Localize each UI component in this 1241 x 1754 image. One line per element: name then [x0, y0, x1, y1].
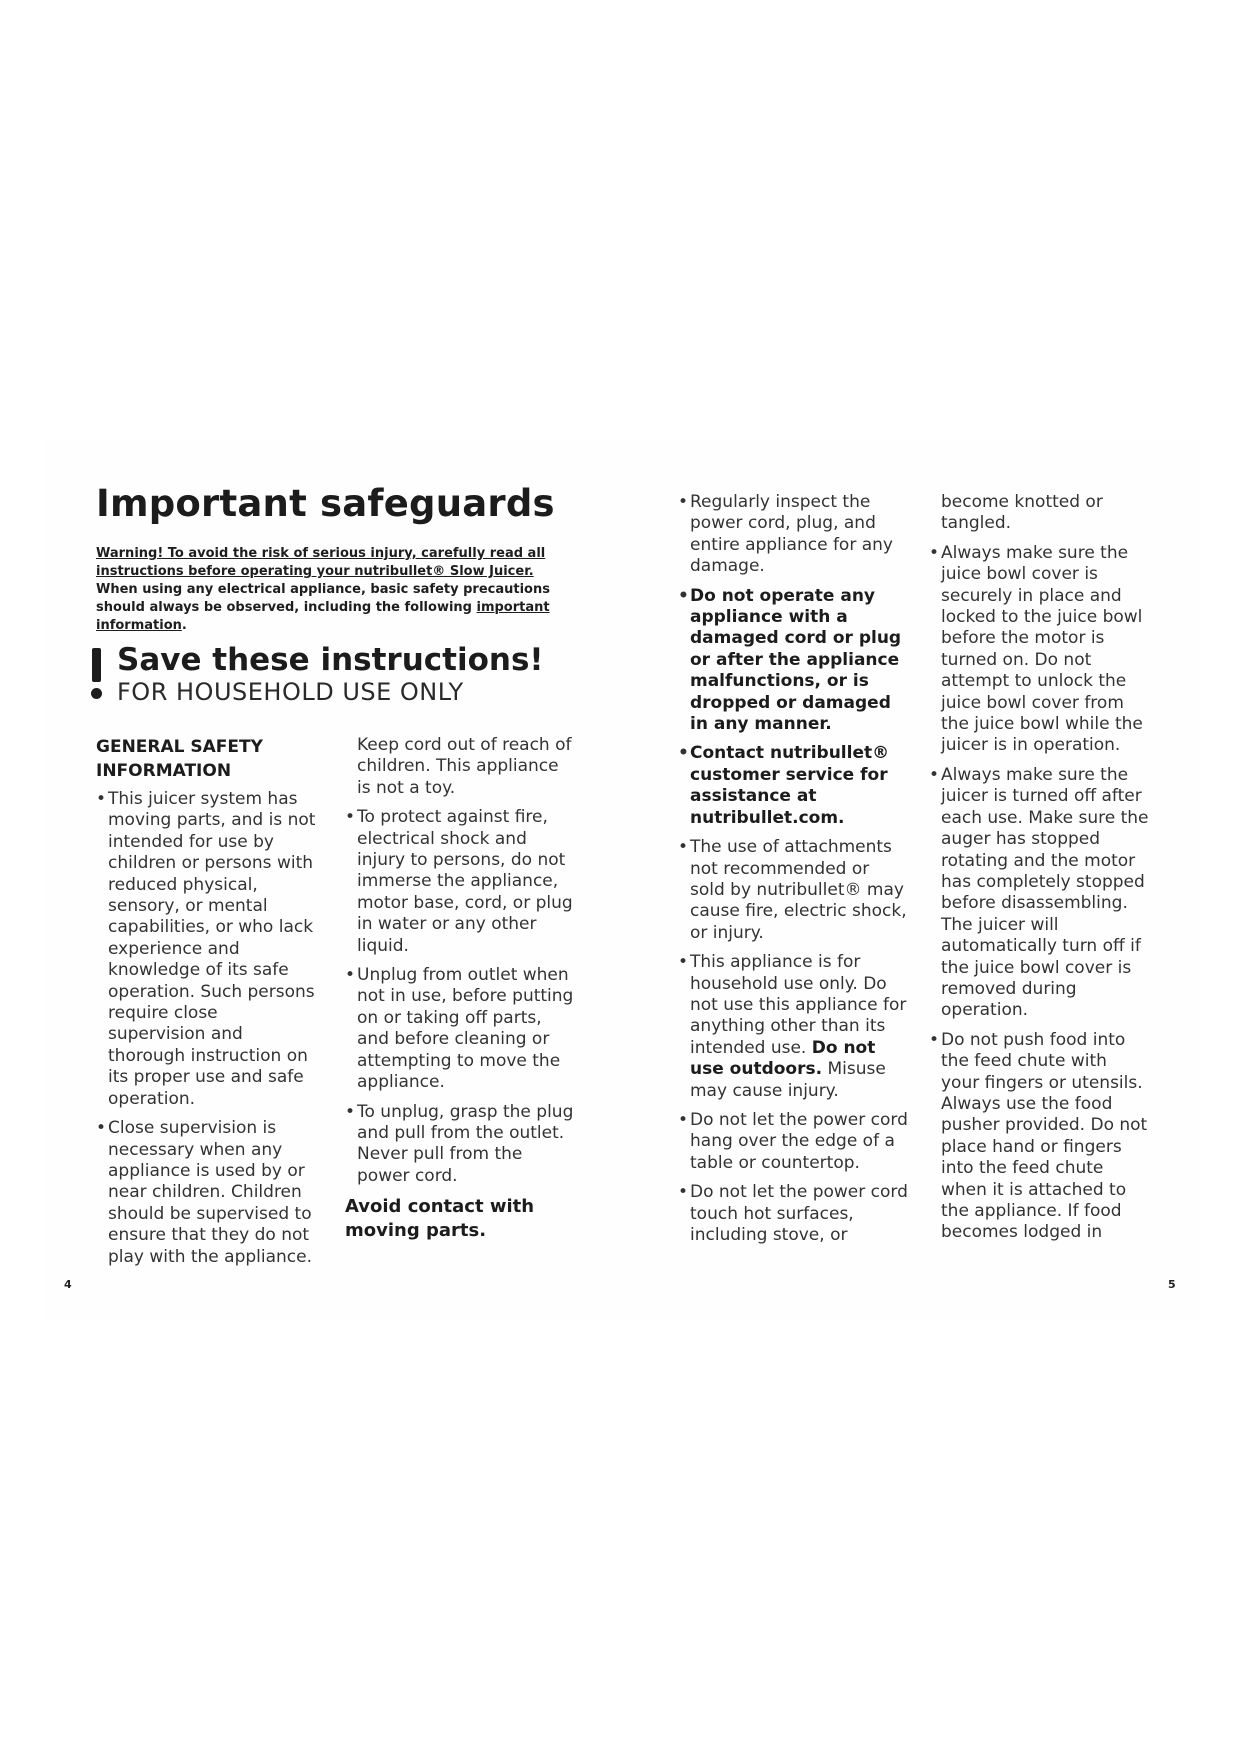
column-four — [929, 492, 1149, 1252]
list-item — [678, 952, 908, 1102]
list-item-text: Misuse may cause injury. — [690, 1059, 886, 1101]
continued-text: Keep cord out of reach of children. This appliance is not a toy. — [357, 735, 572, 798]
list-item: • This juicer system has moving parts, and is not intended for use by children or persons with reduced physical, sensory, or mental capabilities, or who lack experience and knowledge of its safe operation. Such persons require close supervision and thorough instruction on its proper use and safe operation. — [96, 789, 316, 1110]
column-three — [678, 492, 908, 1254]
safety-list-four — [929, 543, 1149, 1244]
list-item: • To protect against fire, electrical shock and injury to persons, do not immerse the appliance, motor base, cord, or plug in water or any other liquid. — [345, 807, 575, 957]
warning-paragraph — [96, 545, 566, 635]
general-safety-list — [96, 789, 316, 1268]
safety-list-two — [345, 807, 575, 1187]
page-number-right: 5 — [1168, 1278, 1176, 1291]
list-item-bold: • Do not operate any appliance with a damaged cord or plug or after the appliance malfunctions, or is dropped or damaged in any manner. — [678, 586, 908, 736]
warning-end: . — [181, 618, 187, 633]
page-number-left: 4 — [64, 1278, 72, 1291]
exclamation-icon — [90, 648, 104, 704]
safety-list-three — [678, 492, 908, 1246]
list-item: • Always make sure the juicer is turned off after each use. Make sure the auger has stopped rotating and the motor has completely stopped before disassembling. The juicer will automatically turn off if the juice bowl cover is removed during operation. — [929, 765, 1149, 1022]
list-item: • Do not let the power cord touch hot surfaces, including stove, or — [678, 1182, 908, 1246]
list-item: • Always make sure the juice bowl cover is securely in place and locked to the juice bowl before the motor is turned on. Do not attempt to unlock the juice bowl cover from the juice bowl while the juicer is in operation. — [929, 543, 1149, 757]
list-item-text: This appliance is for household use only. Do not use this appliance for anything other than its intended use. — [690, 952, 907, 1058]
list-item: • To unplug, grasp the plug and pull from the outlet. Never pull from the power cord. — [345, 1102, 575, 1188]
warning-underlined: Warning! To avoid the risk of serious injury, carefully read all instructions before operating your nutribullet® Slow Juicer. — [96, 546, 546, 579]
list-item: • Do not push food into the feed chute with your fingers or utensils. Always use the food pusher provided. Do not place hand or fingers into the feed chute when it is attached to the appliance. If food becomes lodged in — [929, 1030, 1149, 1244]
list-item: • Close supervision is necessary when any appliance is used by or near children. Children should be supervised to ensure that they do not play with the appliance. — [96, 1118, 316, 1268]
save-instructions-heading: Save these instructions! — [117, 642, 544, 678]
continued-text: become knotted or tangled. — [941, 492, 1103, 534]
column-general-safety — [96, 735, 316, 1276]
list-item: • Do not let the power cord hang over the edge of a table or countertop. — [678, 1110, 908, 1174]
avoid-contact-heading: Avoid contact with moving parts. — [345, 1196, 535, 1242]
do-not-use-outdoors: Do not use outdoors. — [690, 1037, 876, 1080]
list-item: • The use of attachments not recommended or sold by nutribullet® may cause fire, electric shock, or injury. — [678, 837, 908, 944]
list-item: • Regularly inspect the power cord, plug, and entire appliance for any damage. — [678, 492, 908, 578]
warning-important-information: important information — [96, 600, 550, 633]
list-item-bold: • Contact nutribullet® customer service for assistance at nutribullet.com. — [678, 743, 908, 829]
warning-text: When using any electrical appliance, basic safety precautions should always be observed, including the following — [96, 582, 550, 615]
general-safety-heading: GENERAL SAFETY INFORMATION — [96, 737, 263, 781]
household-use-subheading: FOR HOUSEHOLD USE ONLY — [117, 678, 464, 706]
column-two — [345, 735, 575, 1243]
page-title: Important safeguards — [96, 482, 555, 525]
list-item: • Unplug from outlet when not in use, before putting on or taking off parts, and before cleaning or attempting to move the appliance. — [345, 965, 575, 1093]
